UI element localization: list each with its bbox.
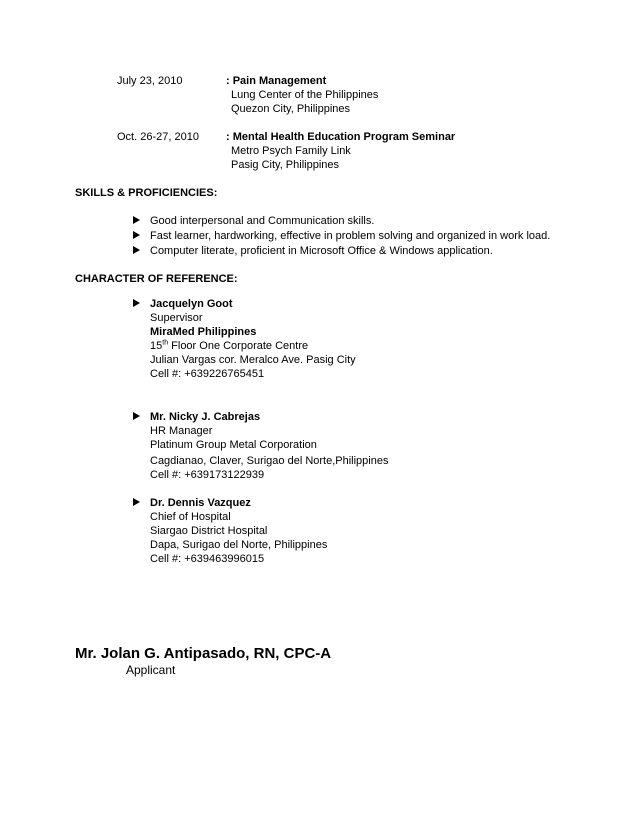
reference-phone: Cell #: +639173122939 <box>150 469 265 481</box>
signature-name: Mr. Jolan G. Antipasado, RN, CPC-A <box>75 645 332 662</box>
reference-address: Cagdianao, Claver, Surigao del Norte,Philippines <box>150 455 389 467</box>
seminar-place: Quezon City, Philippines <box>231 103 351 115</box>
reference-phone: Cell #: +639463996015 <box>150 553 265 565</box>
skills-heading: SKILLS & PROFICIENCIES: <box>75 187 218 199</box>
signature-role: Applicant <box>126 663 176 677</box>
bullet-arrow-icon <box>133 245 143 259</box>
seminar-details <box>226 130 455 172</box>
reference-company: MiraMed Philippines <box>150 326 257 338</box>
reference-position: Supervisor <box>150 312 203 324</box>
references-heading: CHARACTER OF REFERENCE: <box>75 273 238 285</box>
seminar-details <box>226 74 378 116</box>
bullet-arrow-icon <box>133 411 143 425</box>
reference-name: Jacquelyn Goot <box>150 298 233 310</box>
seminar-venue: Metro Psych Family Link <box>231 145 351 157</box>
seminar-date: Oct. 26-27, 2010 <box>117 131 199 143</box>
bullet-arrow-icon <box>133 497 143 511</box>
reference-address: Dapa, Surigao del Norte, Philippines <box>150 539 328 551</box>
reference-card <box>150 297 356 381</box>
reference-position: HR Manager <box>150 425 213 437</box>
reference-address: Julian Vargas cor. Meralco Ave. Pasig City <box>150 354 356 366</box>
bullet-arrow-icon <box>133 215 143 229</box>
skill-item: Good interpersonal and Communication skills. <box>150 215 375 227</box>
reference-phone: Cell #: +639226765451 <box>150 368 265 380</box>
bullet-arrow-icon <box>133 230 143 244</box>
reference-address: 15th Floor One Corporate Centre <box>150 339 309 352</box>
reference-card <box>150 496 327 566</box>
reference-company: Siargao District Hospital <box>150 525 268 537</box>
skill-item: Fast learner, hardworking, effective in problem solving and organized in work load. <box>150 230 551 242</box>
reference-name: Mr. Nicky J. Cabrejas <box>150 411 261 423</box>
seminar-title: : Pain Management <box>226 75 327 87</box>
seminar-place: Pasig City, Philippines <box>231 159 340 171</box>
reference-card <box>150 410 388 482</box>
skill-item: Computer literate, proficient in Microsoft Office & Windows application. <box>150 245 493 257</box>
reference-name: Dr. Dennis Vazquez <box>150 497 251 509</box>
reference-position: Chief of Hospital <box>150 511 231 523</box>
seminar-date: July 23, 2010 <box>117 75 183 87</box>
seminar-venue: Lung Center of the Philippines <box>231 89 379 101</box>
reference-company: Platinum Group Metal Corporation <box>150 439 317 451</box>
bullet-arrow-icon <box>133 298 143 312</box>
seminar-title: : Mental Health Education Program Seminar <box>226 131 456 143</box>
